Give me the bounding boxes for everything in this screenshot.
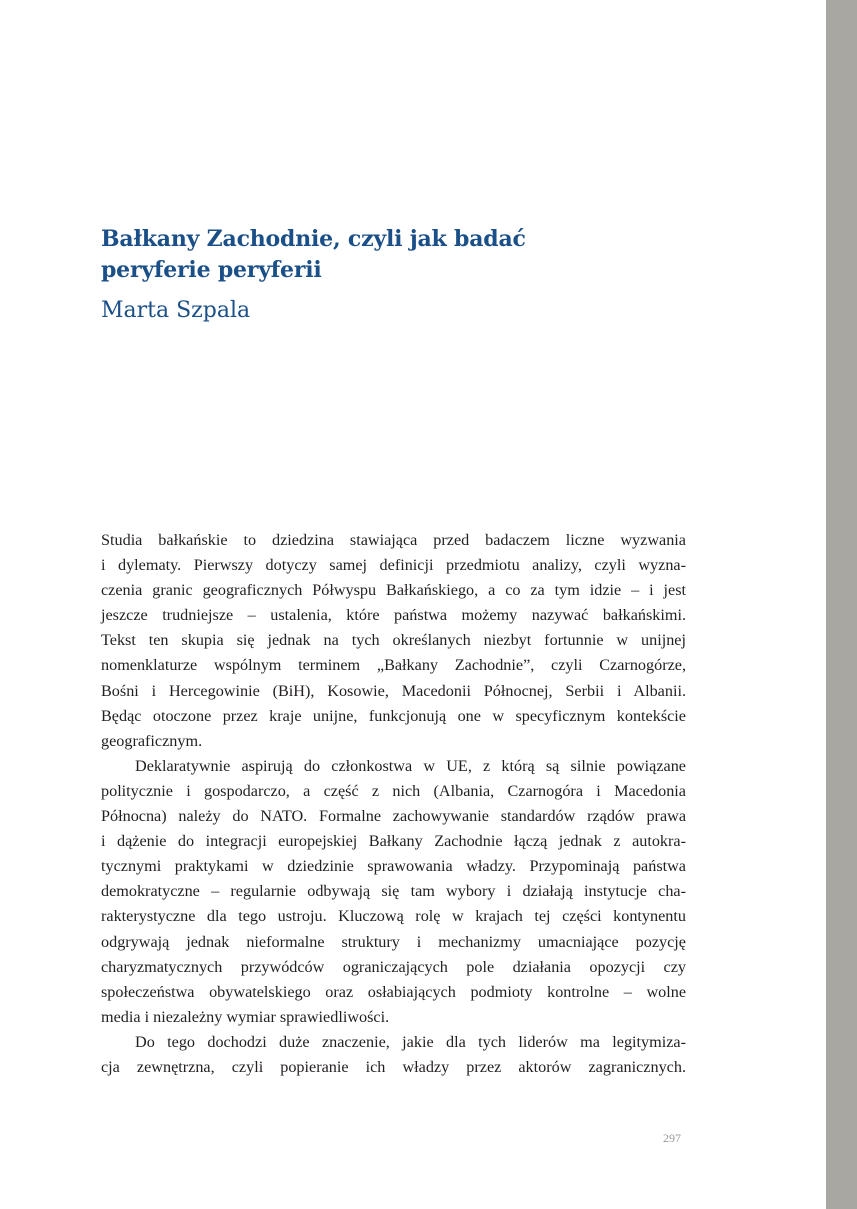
text-line: Deklaratywnie aspirują do członkostwa w UE, z którą są silnie powiązane — [135, 756, 686, 775]
text-line: politycznie i gospodarczo, a część z nich (Albania, Czarnogóra i Macedonia — [101, 781, 686, 800]
text-line: Północna) należy do NATO. Formalne zachowywanie standardów rządów prawa — [101, 807, 686, 826]
text-line: Będąc otoczone przez kraje unijne, funkcjonują one w specyficznym kontekście — [101, 706, 686, 725]
text-line: społeczeństwa obywatelskiego oraz osłabiających podmioty kontrolne – wolne — [101, 982, 686, 1001]
page-number: 297 — [663, 1131, 681, 1145]
text-line: media i niezależny wymiar sprawiedliwości. — [101, 1007, 390, 1026]
text-line: czenia granic geograficznych Półwyspu Bałkańskiego, a co za tym idzie – i jest — [101, 581, 686, 600]
page-edge-strip — [826, 0, 857, 1209]
text-line: charyzmatycznych przywódców ograniczających pole działania opozycji czy — [101, 957, 686, 976]
text-line: i dylematy. Pierwszy dotyczy samej definicji przedmiotu analizy, czyli wyzna- — [101, 556, 686, 575]
text-line: jeszcze trudniejsze – ustalenia, które państwa możemy nazywać bałkańskimi. — [101, 606, 686, 625]
chapter-title — [101, 224, 661, 286]
text-line: Do tego dochodzi duże znaczenie, jakie dla tych liderów ma legitymiza- — [135, 1032, 686, 1051]
text-line: tycznymi praktykami w dziedzinie sprawowania władzy. Przypominają państwa — [101, 857, 686, 876]
text-line: geograficznym. — [101, 731, 203, 750]
text-line: rakterystyczne dla tego ustroju. Kluczową rolę w krajach tej części kontynentu — [101, 907, 686, 926]
chapter-title-line: peryferie peryferii — [101, 257, 322, 283]
chapter-title-line: Bałkany Zachodnie, czyli jak badać — [101, 226, 526, 252]
text-line: demokratyczne – regularnie odbywają się tam wybory i działają instytucje cha- — [101, 882, 686, 901]
text-line: nomenklaturze wspólnym terminem „Bałkany Zachodnie”, czyli Czarnogórze, — [101, 656, 686, 675]
text-line: cja zewnętrzna, czyli popieranie ich władzy przez aktorów zagranicznych. — [101, 1057, 686, 1076]
body-text — [101, 528, 686, 1080]
text-line: Bośni i Hercegowinie (BiH), Kosowie, Macedonii Północnej, Serbii i Albanii. — [101, 681, 686, 700]
text-line: i dążenie do integracji europejskiej Bałkany Zachodnie łączą jednak z autokra- — [101, 832, 686, 851]
chapter-author: Marta Szpala — [101, 298, 251, 323]
text-line: odgrywają jednak nieformalne struktury i mechanizmy umacniające pozycję — [101, 932, 686, 951]
text-line: Studia bałkańskie to dziedzina stawiająca przed badaczem liczne wyzwania — [101, 531, 686, 549]
text-line: Tekst ten skupia się jednak na tych określanych niezbyt fortunnie w unijnej — [101, 631, 686, 650]
